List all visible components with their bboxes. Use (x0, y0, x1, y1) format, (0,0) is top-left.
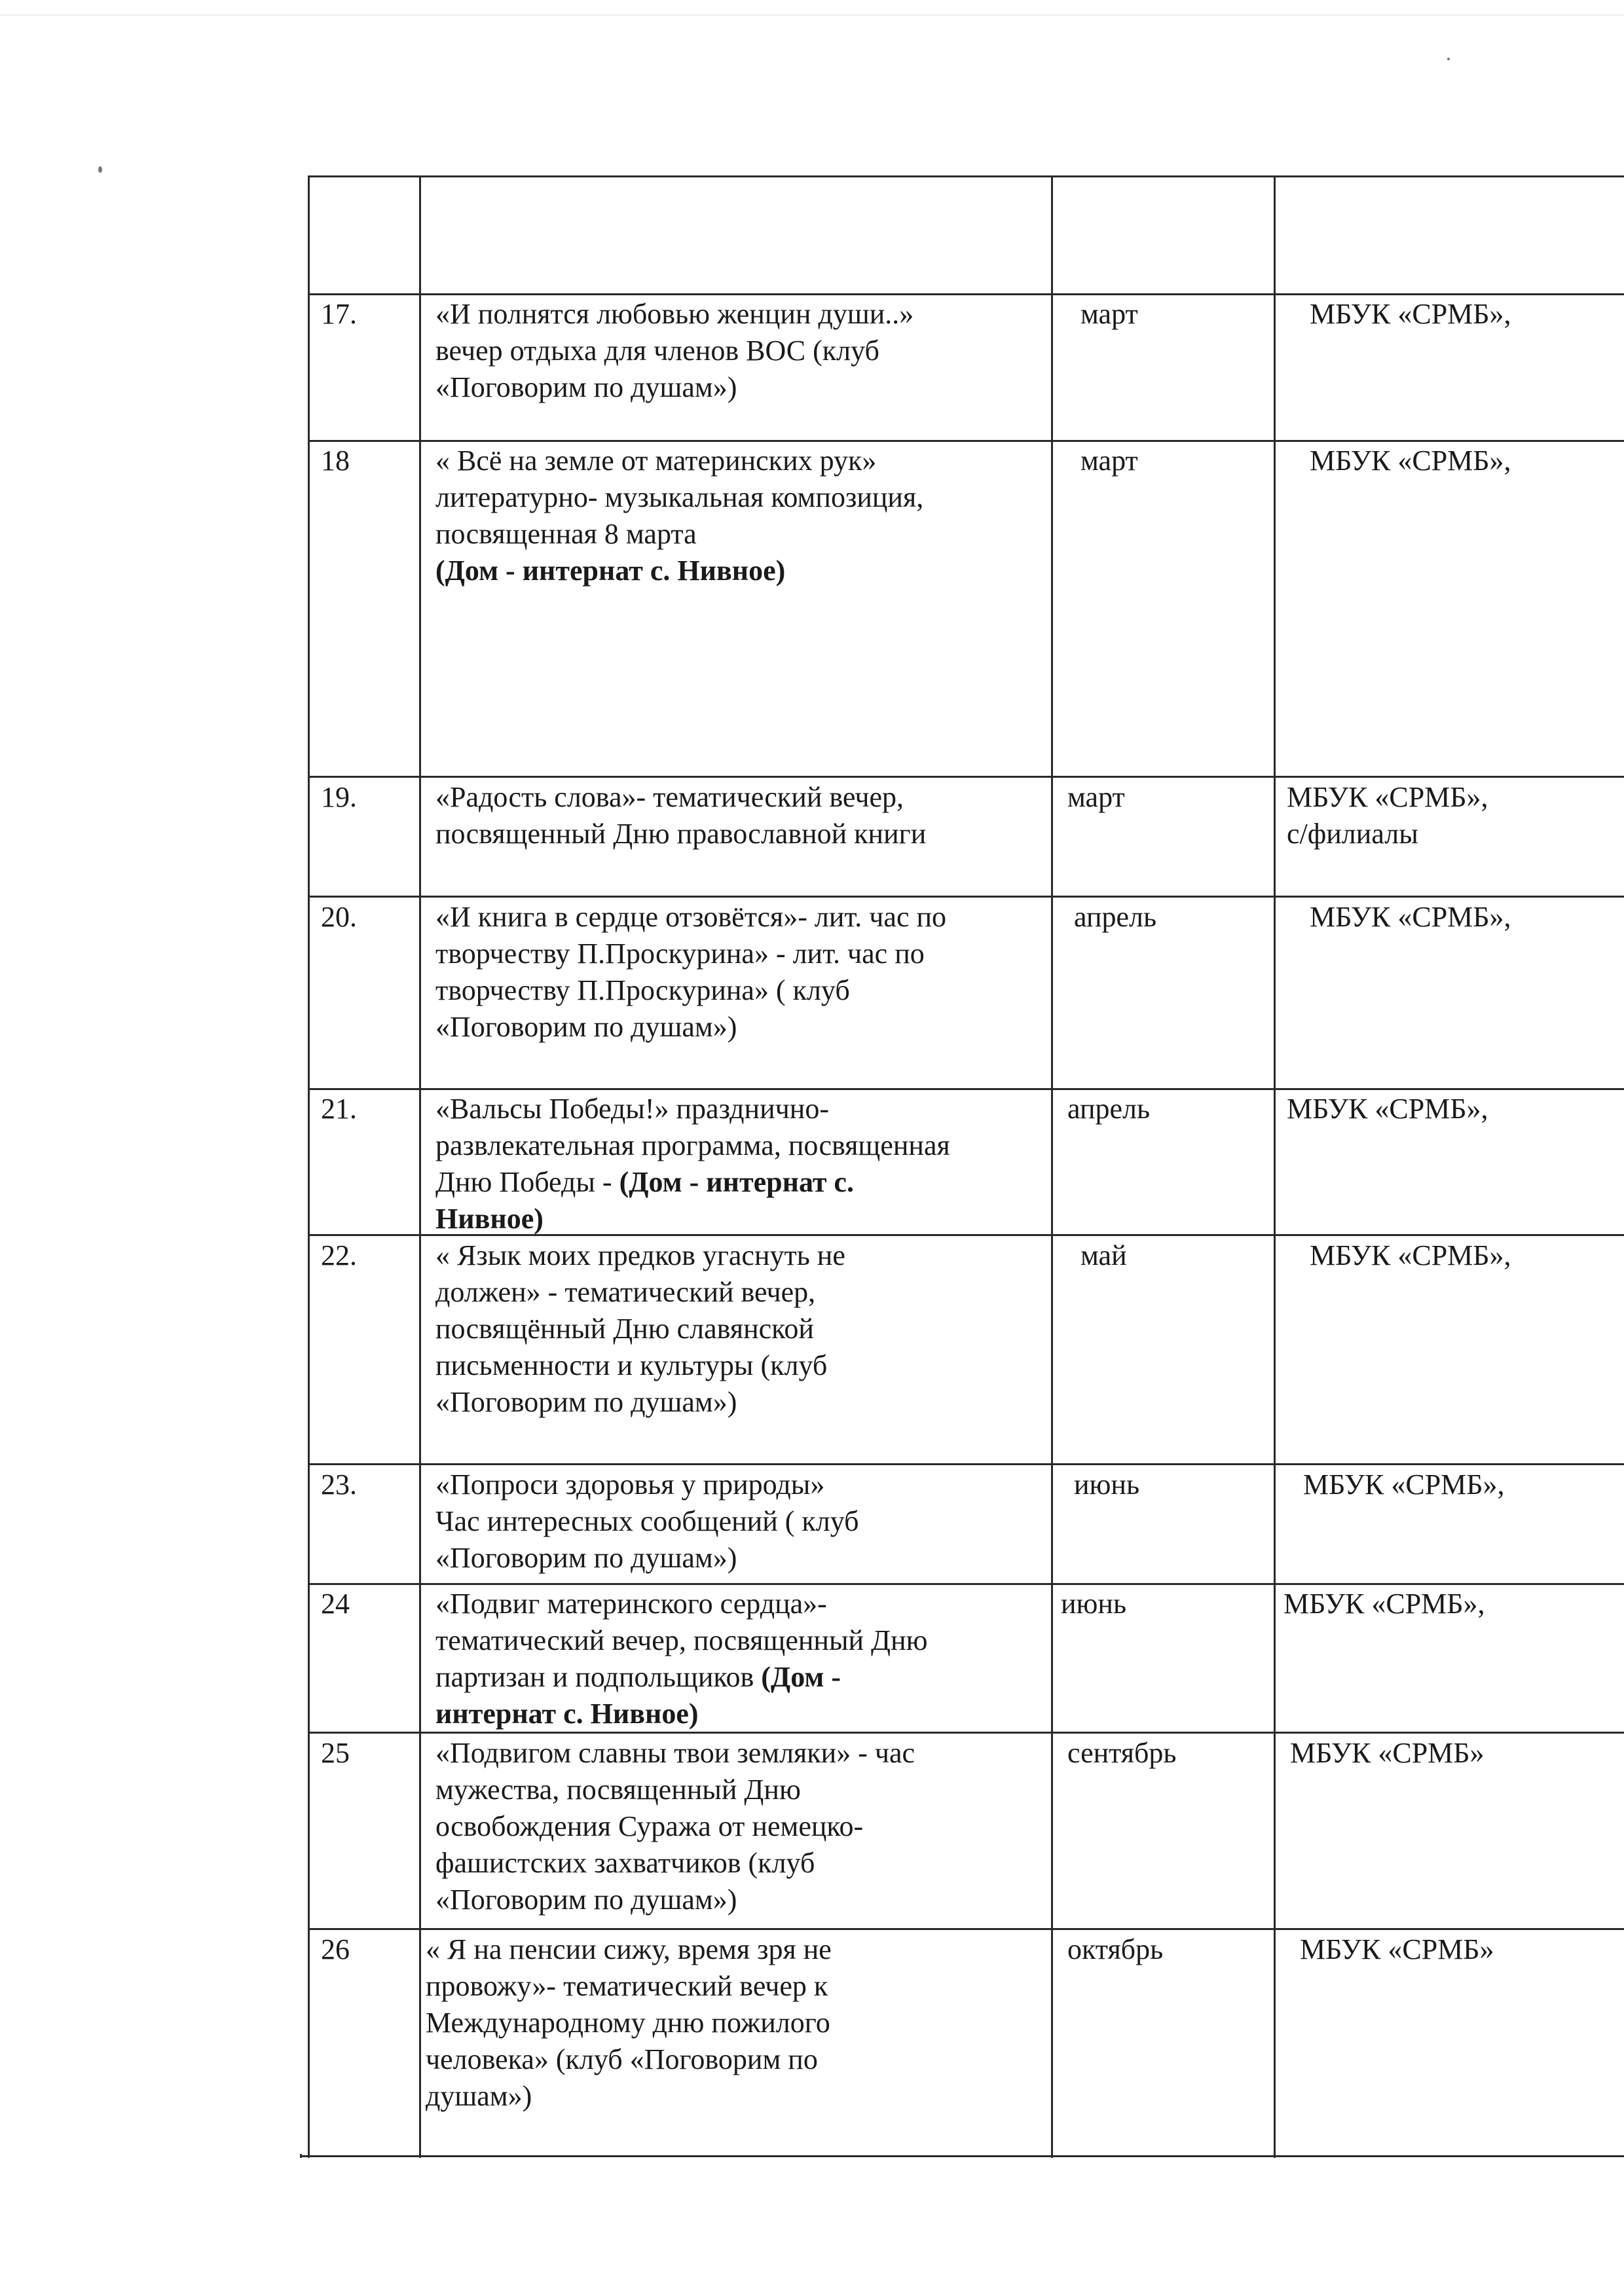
row-divider (308, 293, 1624, 295)
event-organizer: МБУК «СРМБ», (1310, 1239, 1511, 1271)
row-number: 23. (321, 1468, 357, 1501)
row-divider (308, 1088, 1624, 1090)
event-title (435, 899, 946, 1046)
event-title-text: « Язык моих предков угаснуть не должен» - тематический вечер, посвящённый Дню славянской письменности и культуры (клуб «Поговорим по душам») (435, 1239, 845, 1418)
row-divider (308, 776, 1624, 778)
row-divider (308, 896, 1624, 898)
event-month: май (1080, 1239, 1127, 1271)
event-title (435, 443, 923, 589)
row-divider (308, 1928, 1624, 1930)
event-organizer: МБУК «СРМБ», (1310, 901, 1511, 933)
event-month: апрель (1067, 1093, 1151, 1125)
event-title (435, 1586, 927, 1732)
event-month: сентябрь (1067, 1737, 1177, 1769)
column-divider (1051, 175, 1053, 2158)
row-number: 22. (321, 1239, 357, 1271)
event-title (426, 1931, 832, 2115)
event-venue: (Дом - интернат с. Нивное) (435, 1166, 854, 1235)
event-title-text: «И книга в сердце отзовётся»- лит. час по творчеству П.Проскурина» - лит. час по творчеству П.Проскурина» ( клуб «Поговорим по душам») (435, 901, 947, 1043)
row-number: 26 (321, 1933, 350, 1965)
event-title (435, 1091, 950, 1237)
row-divider (308, 440, 1624, 442)
event-organizer: МБУК «СРМБ», (1303, 1468, 1505, 1501)
event-month: июнь (1074, 1468, 1140, 1501)
row-number: 21. (321, 1093, 357, 1125)
event-month: март (1080, 298, 1138, 330)
event-title-text: «Радость слова»- тематический вечер, посвященный Дню православной книги (435, 781, 927, 850)
row-divider (308, 175, 1624, 177)
row-number: 19. (321, 781, 357, 813)
event-title (435, 1467, 859, 1576)
event-organizer: МБУК «СРМБ» (1290, 1737, 1485, 1769)
row-divider (308, 1463, 1624, 1465)
event-organizer: МБУК «СРМБ», (1283, 1588, 1485, 1620)
event-title-text: «Подвигом славны твои земляки» - час мужества, посвященный Дню освобождения Суража от немецко- фашистских захватчиков (клуб «Поговорим по душам») (435, 1737, 915, 1916)
event-organizer: МБУК «СРМБ», (1310, 445, 1511, 477)
event-title-text: «И полнятся любовью женцин души..» вечер отдыха для членов ВОС (клуб «Поговорим по душам») (435, 298, 914, 403)
event-title-text: « Я на пенсии сижу, время зря не провожу»- тематический вечер к Международному дню пожилого человека» (клуб «Поговорим по душам») (426, 1933, 832, 2112)
event-title (435, 296, 913, 406)
event-title (435, 1237, 845, 1421)
event-organizer: МБУК «СРМБ» (1300, 1933, 1494, 1965)
row-divider (308, 1583, 1624, 1585)
event-title-text: «Подвиг материнского сердца»- тематический вечер, посвященный Дню партизан и подпольщиков (435, 1588, 928, 1693)
event-title-text: « Всё на земле от материнских рук» литературно- музыкальная композиция, посвященная 8 марта (435, 445, 924, 550)
event-venue: (Дом - интернат с. Нивное) (435, 555, 786, 587)
row-number: 20. (321, 901, 357, 933)
row-divider (300, 2155, 1624, 2157)
column-divider (1274, 175, 1276, 2158)
row-number: 24 (321, 1588, 350, 1620)
event-month: июнь (1061, 1588, 1127, 1620)
column-divider (419, 175, 421, 2158)
event-organizer: МБУК «СРМБ», (1287, 1093, 1488, 1125)
event-title (435, 1735, 915, 1918)
row-number: 25 (321, 1737, 350, 1769)
event-month: апрель (1074, 901, 1157, 933)
event-organizer: МБУК «СРМБ», (1310, 298, 1511, 330)
event-month: октябрь (1067, 1933, 1164, 1965)
event-title-text: «Вальсы Победы!» празднично- развлекательная программа, посвященная Дню Победы - (435, 1093, 950, 1198)
event-title-text: «Попроси здоровья у природы» Час интересных сообщений ( клуб «Поговорим по душам») (435, 1468, 859, 1574)
event-title (435, 779, 926, 852)
row-number: 17. (321, 298, 357, 330)
event-month: март (1067, 781, 1125, 813)
event-organizer: МБУК «СРМБ», с/филиалы (1287, 781, 1488, 850)
event-venue: (Дом - интернат с. Нивное) (435, 1661, 841, 1730)
table-border-left (308, 175, 310, 2158)
event-month: март (1080, 445, 1138, 477)
row-number: 18 (321, 445, 350, 477)
